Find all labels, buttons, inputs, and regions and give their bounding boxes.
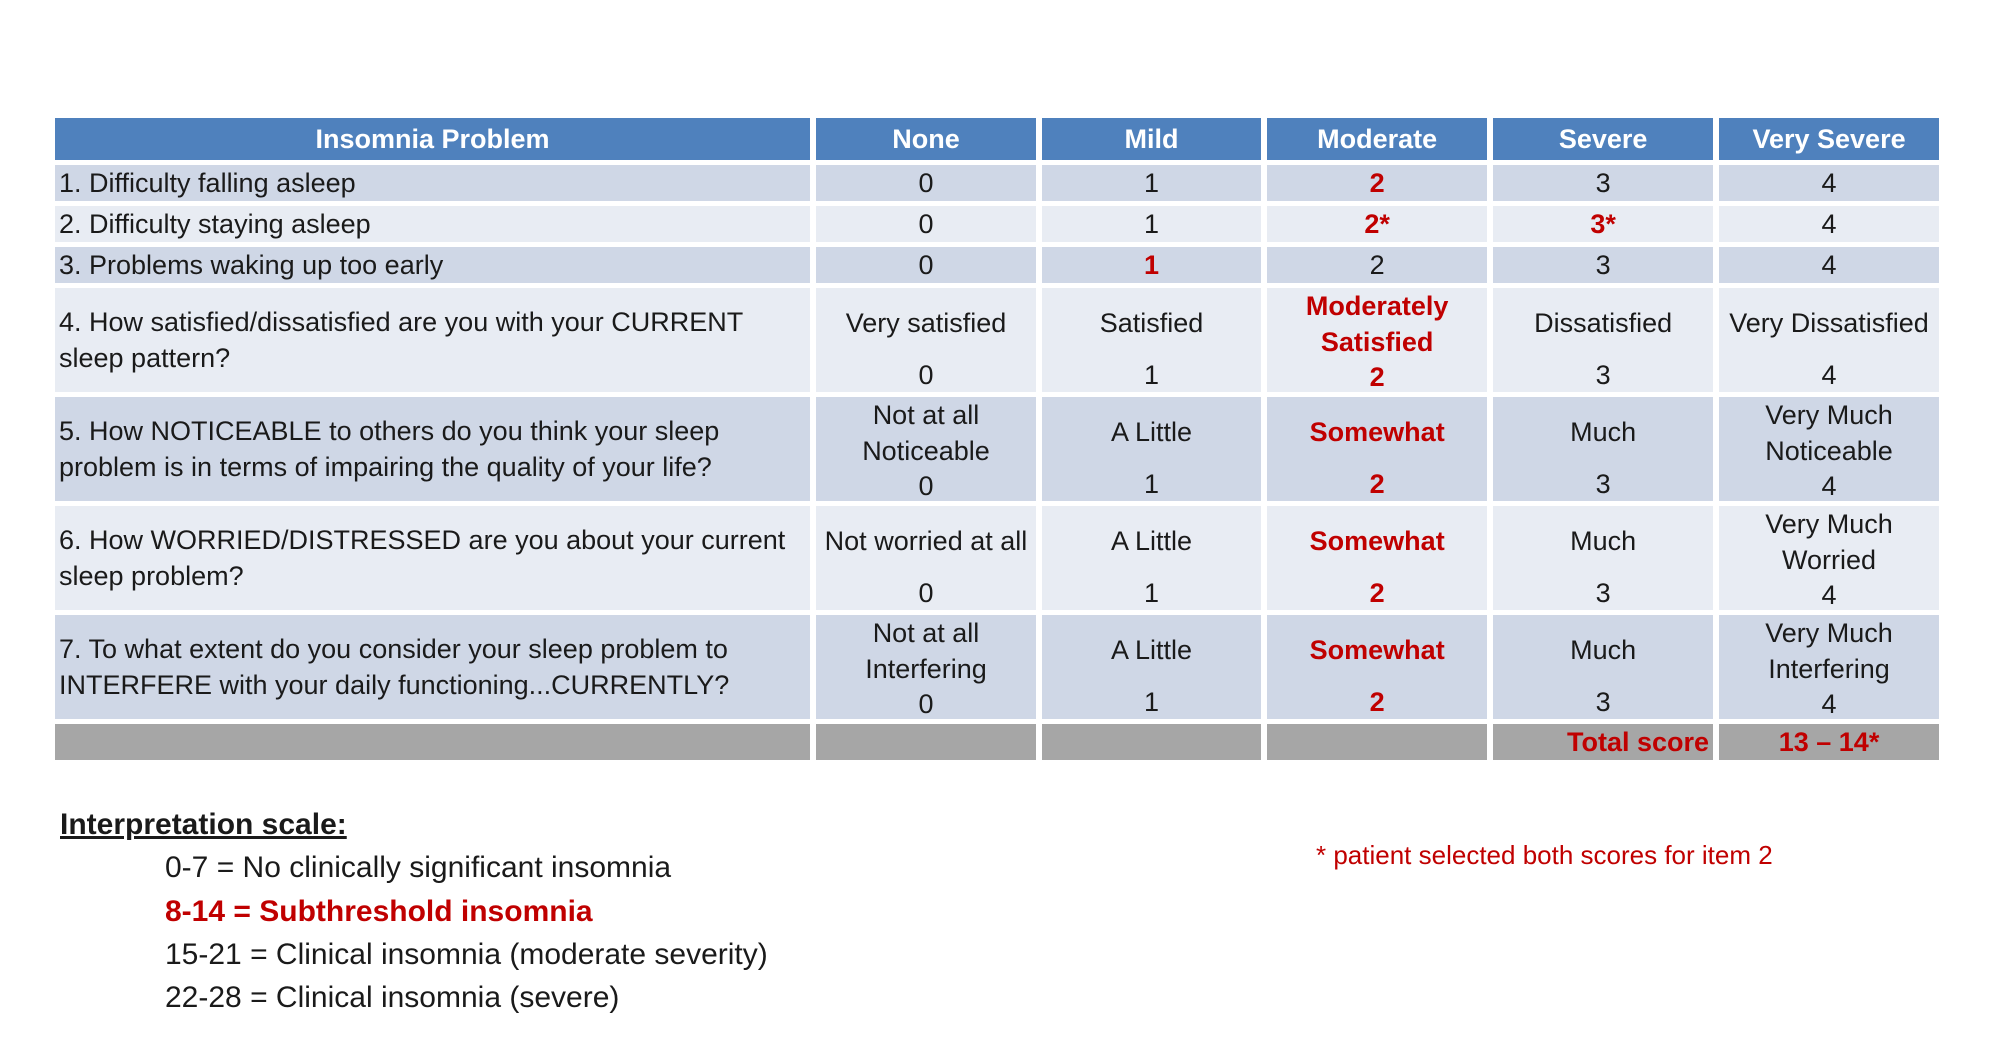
option-cell bbox=[1042, 506, 1261, 610]
score-cell: 1 bbox=[1042, 247, 1261, 283]
option-score: 4 bbox=[1821, 689, 1837, 719]
option-label: Not at all Interfering bbox=[865, 618, 987, 684]
option-label: Very Much Interfering bbox=[1765, 618, 1893, 684]
score-cell: 4 bbox=[1719, 206, 1939, 242]
option-cell bbox=[816, 615, 1036, 719]
score-cell: 3 bbox=[1493, 247, 1713, 283]
option-cell bbox=[1719, 397, 1939, 501]
header-moderate: Moderate bbox=[1267, 118, 1487, 160]
footnote: * patient selected both scores for item 2 bbox=[1316, 840, 1773, 870]
option-label: Very Much Worried bbox=[1765, 509, 1893, 575]
score-cell: 1 bbox=[1042, 206, 1261, 242]
option-score: 1 bbox=[1144, 360, 1160, 390]
question-cell: 4. How satisfied/dissatisfied are you with your CURRENT sleep pattern? bbox=[55, 288, 810, 392]
score-cell: 0 bbox=[816, 247, 1036, 283]
option-score: 1 bbox=[1144, 687, 1160, 717]
option-cell bbox=[1042, 288, 1261, 392]
option-label: Not at all Noticeable bbox=[862, 400, 990, 466]
option-cell bbox=[1267, 397, 1487, 501]
total-score-label: Total score bbox=[1493, 724, 1713, 760]
score-cell: 2 bbox=[1267, 165, 1487, 201]
table-header-row bbox=[55, 118, 1939, 160]
header-severe: Severe bbox=[1493, 118, 1713, 160]
score-cell: 2 bbox=[1267, 247, 1487, 283]
option-cell bbox=[1267, 506, 1487, 610]
option-label: Somewhat bbox=[1309, 417, 1445, 447]
option-score: 4 bbox=[1821, 471, 1837, 501]
option-score: 0 bbox=[918, 471, 934, 501]
option-score: 0 bbox=[918, 578, 934, 608]
score-cell: 4 bbox=[1719, 247, 1939, 283]
option-score: 1 bbox=[1144, 578, 1160, 608]
total-spacer bbox=[1042, 724, 1261, 760]
question-cell: 7. To what extent do you consider your sleep problem to INTERFERE with your daily functioning...CURRENTLY? bbox=[55, 615, 810, 719]
total-spacer bbox=[816, 724, 1036, 760]
option-score: 3 bbox=[1595, 687, 1611, 717]
option-score: 0 bbox=[918, 360, 934, 390]
table-row bbox=[55, 247, 1939, 283]
option-score: 3 bbox=[1595, 578, 1611, 608]
total-row bbox=[55, 724, 1939, 760]
option-cell bbox=[1267, 288, 1487, 392]
table-row bbox=[55, 506, 1939, 610]
header-none: None bbox=[816, 118, 1036, 160]
option-label: Somewhat bbox=[1309, 635, 1445, 665]
option-score: 2 bbox=[1369, 362, 1385, 392]
score-cell: 0 bbox=[816, 165, 1036, 201]
option-cell bbox=[816, 288, 1036, 392]
option-cell bbox=[1042, 615, 1261, 719]
option-cell bbox=[1493, 288, 1713, 392]
option-cell bbox=[1493, 397, 1713, 501]
option-label: A Little bbox=[1110, 417, 1193, 447]
option-cell bbox=[1719, 615, 1939, 719]
insomnia-severity-table bbox=[49, 113, 1945, 765]
option-label: Satisfied bbox=[1099, 308, 1204, 338]
table-row bbox=[55, 165, 1939, 201]
option-label: Much bbox=[1570, 635, 1637, 665]
score-cell: 1 bbox=[1042, 165, 1261, 201]
option-score: 1 bbox=[1144, 469, 1160, 499]
question-cell: 3. Problems waking up too early bbox=[55, 247, 810, 283]
option-label: Moderately Satisfied bbox=[1305, 291, 1449, 357]
table-row bbox=[55, 206, 1939, 242]
option-cell bbox=[1719, 506, 1939, 610]
option-score: 3 bbox=[1595, 360, 1611, 390]
option-label: A Little bbox=[1110, 635, 1193, 665]
header-mild: Mild bbox=[1042, 118, 1261, 160]
table-row bbox=[55, 288, 1939, 392]
option-cell bbox=[816, 506, 1036, 610]
option-score: 0 bbox=[918, 689, 934, 719]
option-cell bbox=[1493, 506, 1713, 610]
option-cell bbox=[1493, 615, 1713, 719]
option-score: 3 bbox=[1595, 469, 1611, 499]
score-cell: 3* bbox=[1493, 206, 1713, 242]
header-very-severe: Very Severe bbox=[1719, 118, 1939, 160]
score-cell: 3 bbox=[1493, 165, 1713, 201]
option-score: 2 bbox=[1369, 469, 1385, 499]
option-cell bbox=[816, 397, 1036, 501]
option-label: Much bbox=[1570, 417, 1637, 447]
option-cell bbox=[1267, 615, 1487, 719]
option-score: 2 bbox=[1369, 687, 1385, 717]
option-label: Very satisfied bbox=[845, 308, 1007, 338]
score-cell: 0 bbox=[816, 206, 1036, 242]
interpretation-title: Interpretation scale: bbox=[60, 808, 347, 841]
question-cell: 2. Difficulty staying asleep bbox=[55, 206, 810, 242]
option-cell bbox=[1719, 288, 1939, 392]
option-score: 4 bbox=[1821, 580, 1837, 610]
total-spacer bbox=[55, 724, 810, 760]
option-label: Not worried at all bbox=[824, 526, 1028, 556]
option-label: Very Much Noticeable bbox=[1765, 400, 1893, 466]
option-label: Somewhat bbox=[1309, 526, 1445, 556]
table-row bbox=[55, 615, 1939, 719]
total-spacer bbox=[1267, 724, 1487, 760]
interpretation-line: 0-7 = No clinically significant insomnia bbox=[165, 851, 672, 884]
option-label: A Little bbox=[1110, 526, 1193, 556]
question-cell: 1. Difficulty falling asleep bbox=[55, 165, 810, 201]
table-row bbox=[55, 397, 1939, 501]
total-score-value: 13 – 14* bbox=[1719, 724, 1939, 760]
option-label: Much bbox=[1570, 526, 1637, 556]
option-score: 2 bbox=[1369, 578, 1385, 608]
question-cell: 5. How NOTICEABLE to others do you think your sleep problem is in terms of impairing the quality of your life? bbox=[55, 397, 810, 501]
score-cell: 2* bbox=[1267, 206, 1487, 242]
option-label: Dissatisfied bbox=[1534, 308, 1673, 338]
header-insomnia-problem: Insomnia Problem bbox=[55, 118, 810, 160]
score-cell: 4 bbox=[1719, 165, 1939, 201]
interpretation-line: 8-14 = Subthreshold insomnia bbox=[165, 895, 593, 928]
option-score: 4 bbox=[1821, 360, 1837, 390]
interpretation-line: 15-21 = Clinical insomnia (moderate severity) bbox=[165, 938, 768, 971]
table-body bbox=[55, 165, 1939, 760]
question-cell: 6. How WORRIED/DISTRESSED are you about your current sleep problem? bbox=[55, 506, 810, 610]
interpretation-line: 22-28 = Clinical insomnia (severe) bbox=[165, 981, 620, 1014]
option-cell bbox=[1042, 397, 1261, 501]
option-label: Very Dissatisfied bbox=[1729, 308, 1929, 338]
